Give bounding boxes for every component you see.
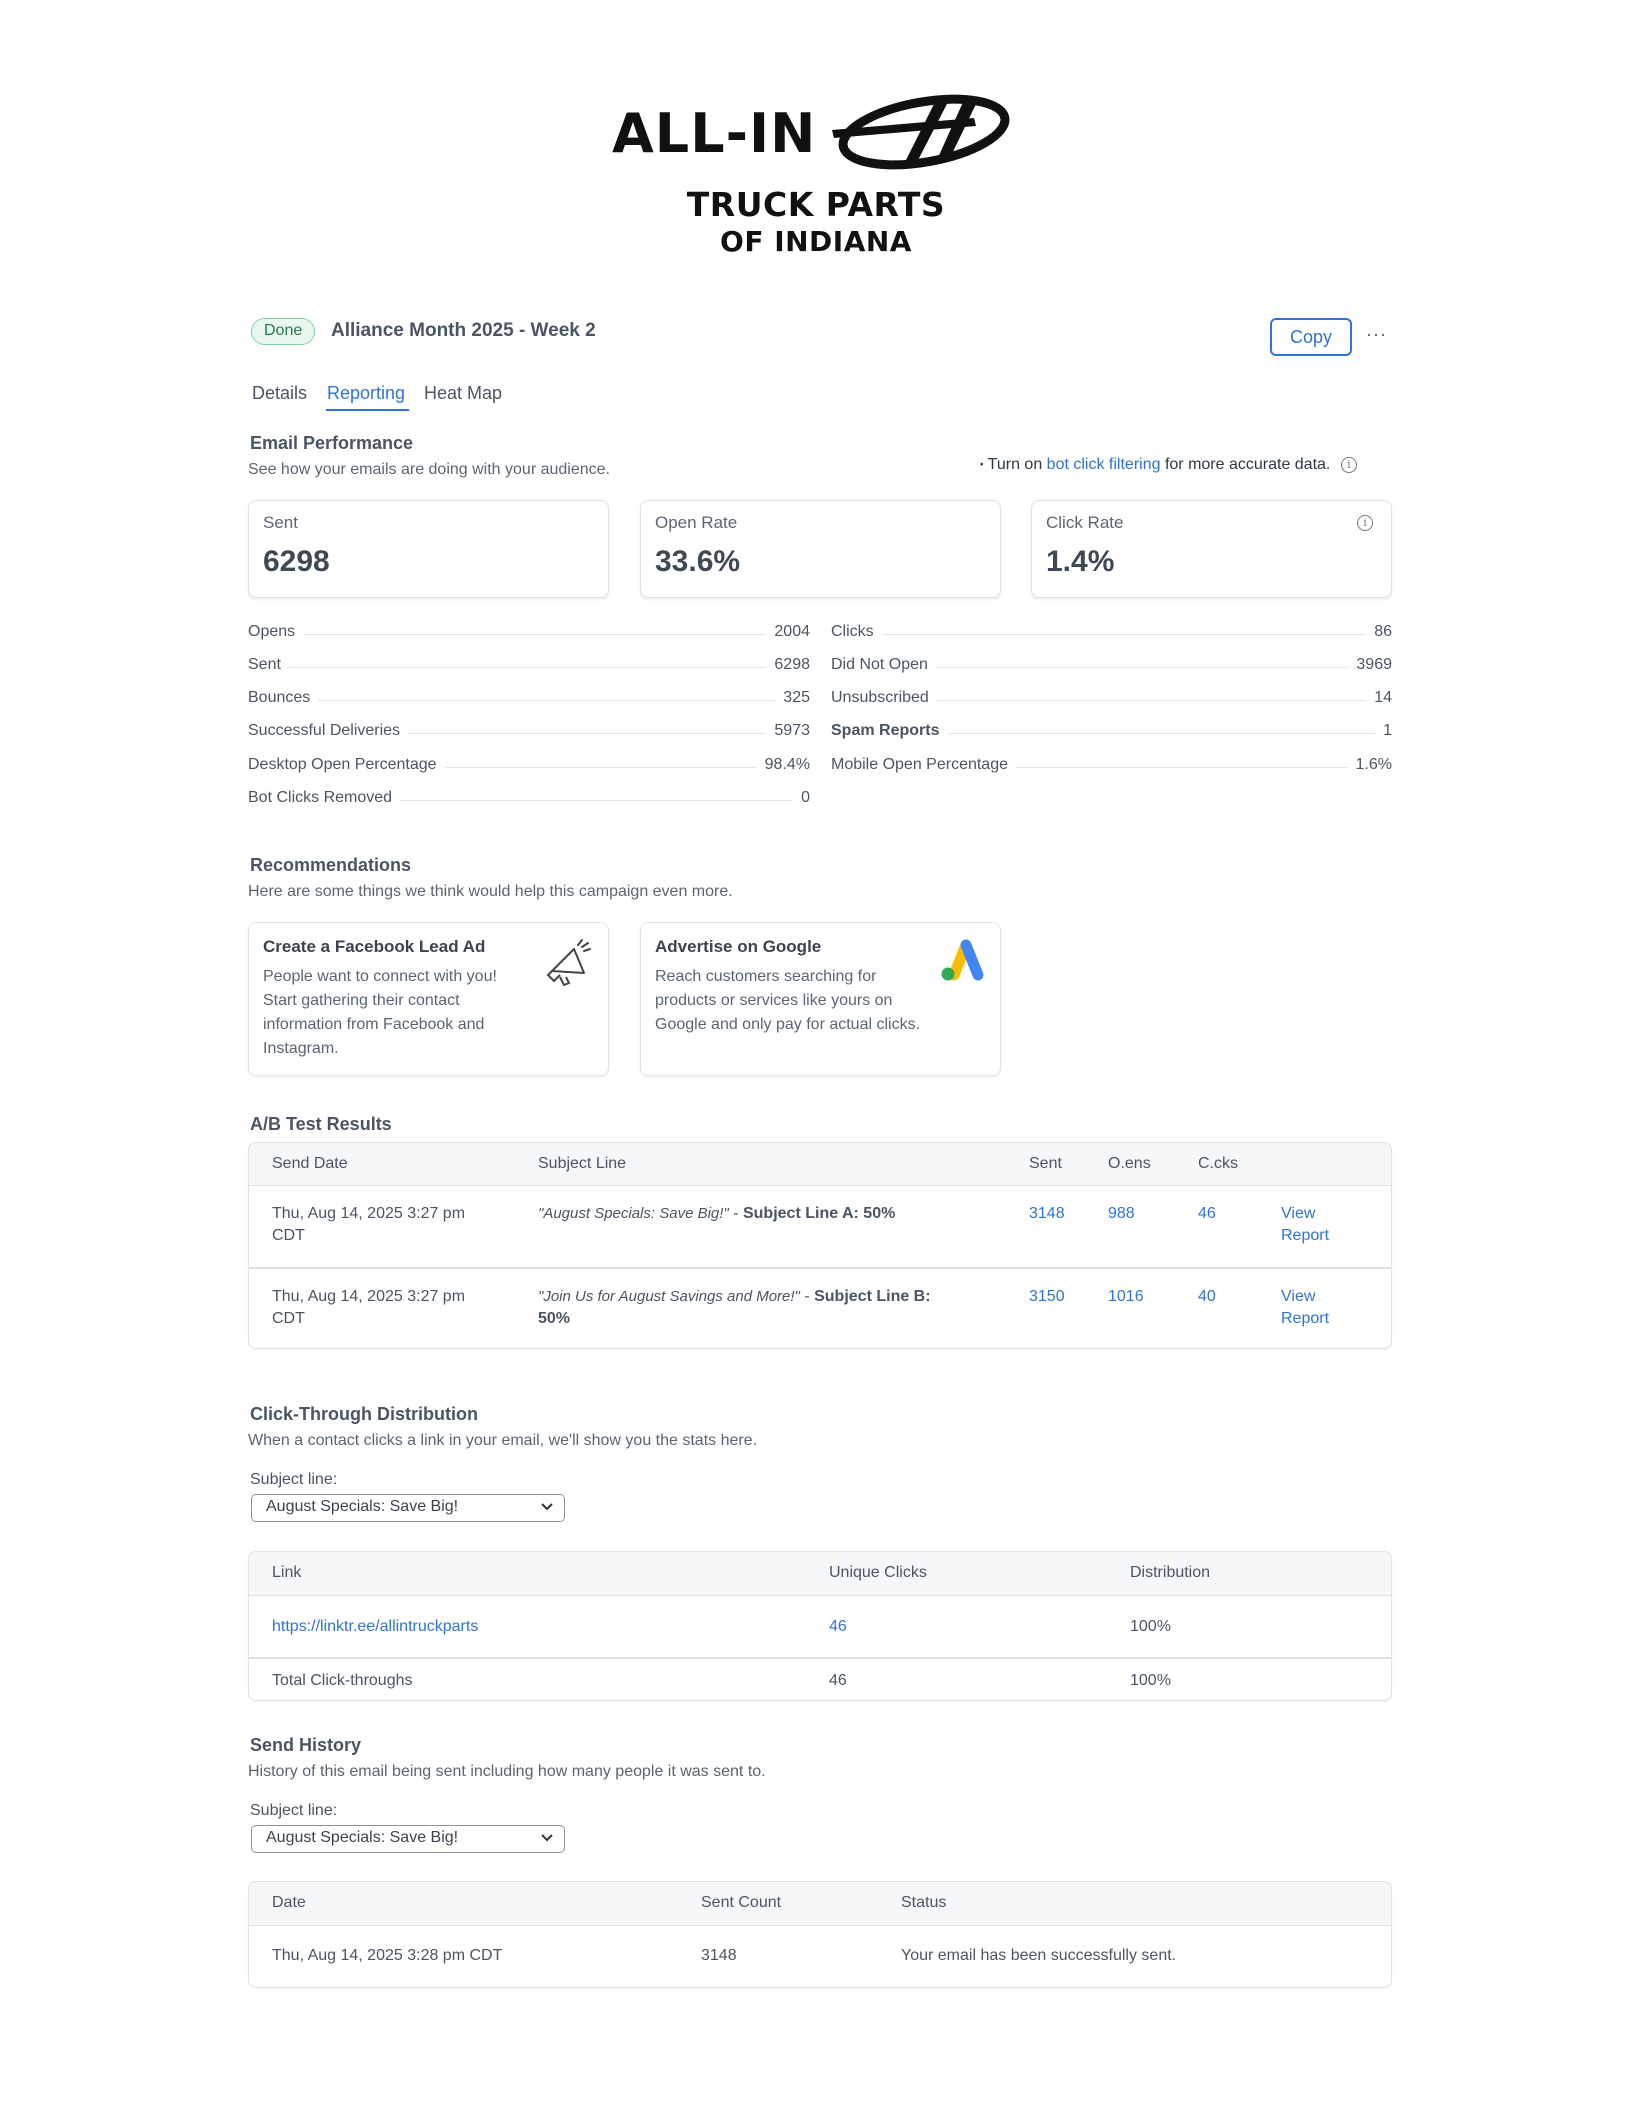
click-through-table: Link Unique Clicks Distribution https://linktr.ee/allintruckparts 46 100% Total Click-throughs 46 100%	[248, 1551, 1392, 1701]
link-url[interactable]: https://linktr.ee/allintruckparts	[272, 1618, 479, 1635]
metric-row: Bounces 325	[248, 689, 810, 706]
bot-filter-note: • Turn on bot click filtering for more accurate data. i	[980, 456, 1357, 474]
table-header: Date Sent Count Status	[249, 1882, 1391, 1926]
ab-test-title: A/B Test Results	[250, 1114, 392, 1134]
opens-count-link[interactable]: 1016	[1108, 1288, 1144, 1305]
opens-count-link[interactable]: 988	[1108, 1205, 1135, 1222]
unique-clicks-link[interactable]: 46	[829, 1618, 847, 1635]
send-history-table: Date Sent Count Status Thu, Aug 14, 2025 3:28 pm CDT 3148 Your email has been successfully sent.	[248, 1881, 1392, 1988]
tab-heat-map[interactable]: Heat Map	[424, 383, 503, 403]
bot-click-filtering-link[interactable]: bot click filtering	[1046, 456, 1161, 473]
send-history-title: Send History	[250, 1735, 362, 1755]
recommendations-subtitle: Here are some things we think would help this campaign even more.	[248, 883, 733, 900]
subject-line-label: Subject line:	[250, 1471, 338, 1488]
table-header: Send Date Subject Line Sent O.ens C.cks	[249, 1143, 1391, 1186]
copy-button[interactable]: Copy	[1270, 318, 1352, 356]
active-tab-indicator	[326, 409, 409, 411]
tab-reporting[interactable]: Reporting	[327, 383, 406, 403]
metric-row: Desktop Open Percentage 98.4%	[248, 756, 810, 773]
bullet-icon: •	[980, 459, 984, 471]
status-badge: Done	[251, 318, 315, 345]
click-through-subtitle: When a contact clicks a link in your email, we'll show you the stats here.	[248, 1432, 758, 1449]
sent-count-link[interactable]: 3148	[1029, 1205, 1065, 1222]
metric-row: Successful Deliveries 5973	[248, 722, 810, 739]
subject-line-label: Subject line:	[250, 1802, 338, 1819]
tab-details[interactable]: Details	[252, 383, 308, 403]
chevron-down-icon	[540, 1833, 554, 1843]
logo-line-2: OF INDIANA	[720, 225, 912, 258]
subject-line-select[interactable]: August Specials: Save Big!	[251, 1494, 565, 1522]
email-performance-subtitle: See how your emails are doing with your audience.	[248, 461, 610, 478]
metric-row: Sent 6298	[248, 656, 810, 673]
clicks-count-link[interactable]: 46	[1198, 1205, 1216, 1222]
email-performance-title: Email Performance	[250, 433, 414, 453]
stat-card-sent: Sent 6298	[248, 500, 609, 598]
metric-row: Mobile Open Percentage 1.6%	[831, 756, 1392, 773]
metric-row: Bot Clicks Removed 0	[248, 789, 810, 806]
table-header: Link Unique Clicks Distribution	[249, 1552, 1391, 1596]
logo-line-1: TRUCK PARTS	[686, 185, 946, 224]
metric-row: Clicks 86	[831, 623, 1392, 640]
subject-line-select[interactable]: August Specials: Save Big!	[251, 1825, 565, 1853]
logo-emblem-icon	[824, 92, 1014, 172]
campaign-title: Alliance Month 2025 - Week 2	[331, 320, 596, 341]
ab-test-table: Send Date Subject Line Sent O.ens C.cks Thu, Aug 14, 2025 3:27 pm CDT "August Specials: Save Big!" - Subject Line A: 50% 3148 988 46 View Report Thu, Aug 14, 2025 3:27 pm CDT "Join Us for August Savings and More!" - Subject Line B: 50% 3150 1016 40 View Report	[248, 1142, 1392, 1349]
clicks-count-link[interactable]: 40	[1198, 1288, 1216, 1305]
info-icon[interactable]: i	[1341, 457, 1357, 473]
click-through-title: Click-Through Distribution	[250, 1404, 478, 1424]
recommendations-title: Recommendations	[250, 855, 412, 875]
send-history-subtitle: History of this email being sent including how many people it was sent to.	[248, 1763, 766, 1780]
more-options-button[interactable]: ···	[1366, 324, 1387, 344]
metric-row: Opens 2004	[248, 623, 810, 640]
chevron-down-icon	[540, 1502, 554, 1512]
brand-logo	[0, 80, 1632, 270]
metric-row: Spam Reports 1	[831, 722, 1392, 739]
view-report-link[interactable]: View Report	[1281, 1288, 1330, 1327]
google-ads-icon	[936, 937, 986, 983]
stat-card-click-rate: Click Rate 1.4% i	[1031, 500, 1392, 598]
metric-row: Unsubscribed 14	[831, 689, 1392, 706]
info-icon[interactable]: i	[1357, 515, 1373, 531]
recommendation-card-google[interactable]: Advertise on Google Reach customers searching for products or services like yours on Google and only pay for actual clicks.	[640, 922, 1001, 1076]
recommendation-card-facebook[interactable]: Create a Facebook Lead Ad People want to connect with you! Start gathering their contact information from Facebook and Instagram.	[248, 922, 609, 1076]
metric-row: Did Not Open 3969	[831, 656, 1392, 673]
sent-count-link[interactable]: 3150	[1029, 1288, 1065, 1305]
view-report-link[interactable]: View Report	[1281, 1205, 1330, 1244]
megaphone-icon	[544, 937, 594, 987]
logo-wordmark: ALL-IN	[612, 102, 817, 165]
stat-card-open-rate: Open Rate 33.6%	[640, 500, 1001, 598]
